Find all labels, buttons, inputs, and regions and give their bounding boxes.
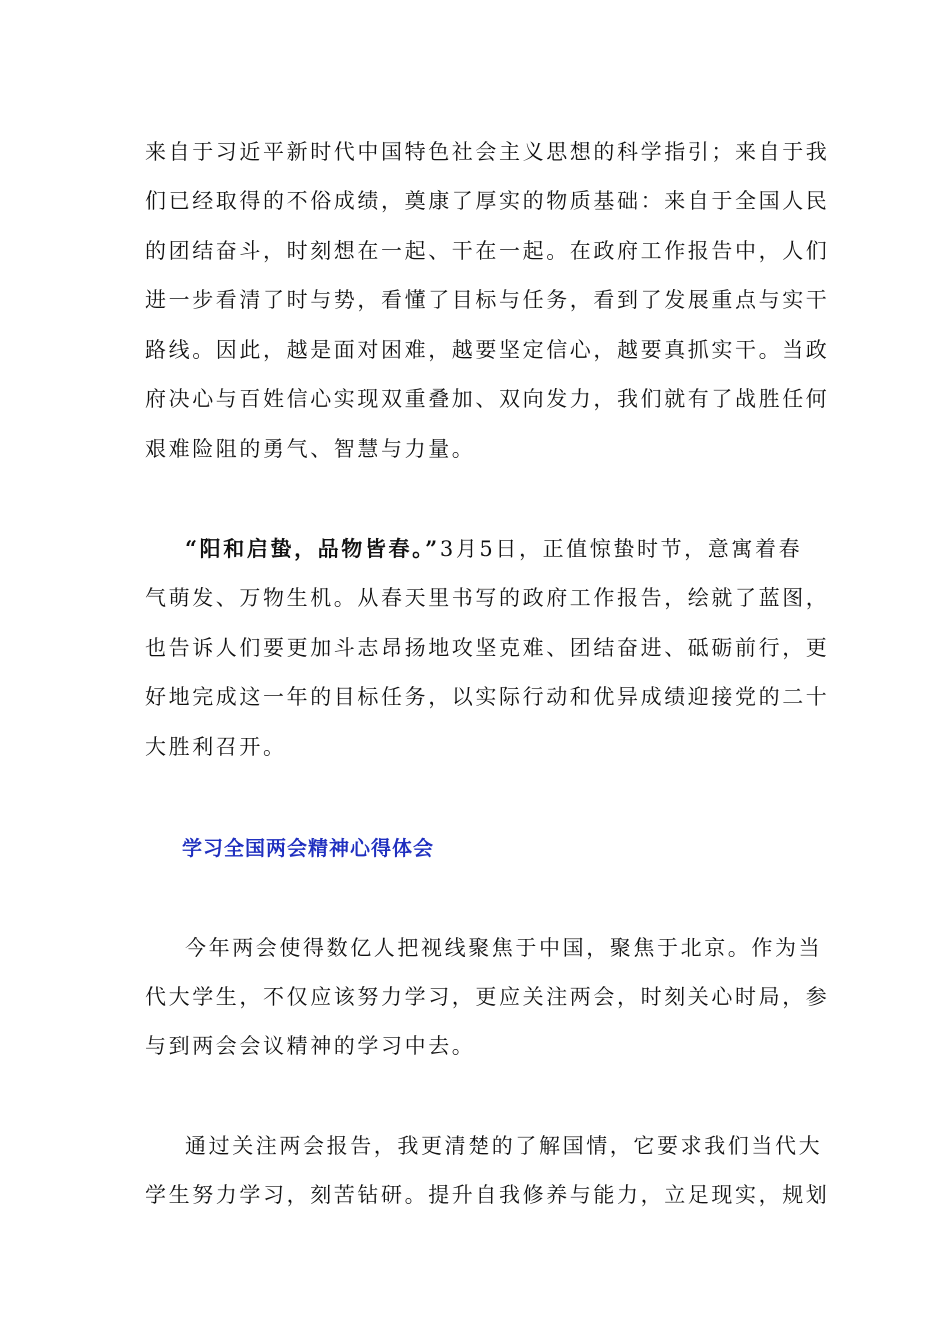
paragraph-line <box>185 534 810 564</box>
paragraph-line: 府决心与百姓信心实现双重叠加、双向发力，我们就有了战胜任何 <box>145 387 830 411</box>
paragraph-line: 来自于习近平新时代中国特色社会主义思想的科学指引；来自于我 <box>145 140 830 164</box>
bold-quote: “阳和启蛰，品物皆春。” <box>185 536 440 561</box>
paragraph-line: 进一步看清了时与势，看懂了目标与任务，看到了发展重点与实干 <box>145 288 830 312</box>
paragraph-line: 代大学生，不仅应该努力学习，更应关注两会，时刻关心时局，参 <box>145 985 830 1009</box>
paragraph-line: 学生努力学习，刻苦钻研。提升自我修养与能力，立足现实，规划 <box>145 1183 830 1207</box>
paragraph-line: 气萌发、万物生机。从春天里书写的政府工作报告，绘就了蓝图， <box>145 586 830 610</box>
paragraph-line: 也告诉人们要更加斗志昂扬地攻坚克难、团结奋进、砥砺前行，更 <box>145 636 830 660</box>
paragraph-text: 3月5日，正值惊蛰时节，意寓着春 <box>439 537 803 561</box>
section-heading: 学习全国两会精神心得体会 <box>182 836 434 860</box>
paragraph-line: 路线。因此，越是面对困难，越要坚定信心，越要真抓实干。当政 <box>145 338 830 362</box>
paragraph-line: 艰难险阻的勇气、智慧与力量。 <box>145 437 476 461</box>
paragraph-line: 与到两会会议精神的学习中去。 <box>145 1034 476 1058</box>
paragraph-line: 们已经取得的不俗成绩，奠康了厚实的物质基础：来自于全国人民 <box>145 189 830 213</box>
paragraph-line: 大胜利召开。 <box>145 735 287 759</box>
paragraph-line: 今年两会使得数亿人把视线聚焦于中国，聚焦于北京。作为当 <box>185 936 823 960</box>
paragraph-line: 的团结奋斗，时刻想在一起、干在一起。在政府工作报告中，人们 <box>145 239 830 263</box>
paragraph-line: 好地完成这一年的目标任务，以实际行动和优异成绩迎接党的二十 <box>145 685 830 709</box>
paragraph-line: 通过关注两会报告，我更清楚的了解国情，它要求我们当代大 <box>185 1134 823 1158</box>
